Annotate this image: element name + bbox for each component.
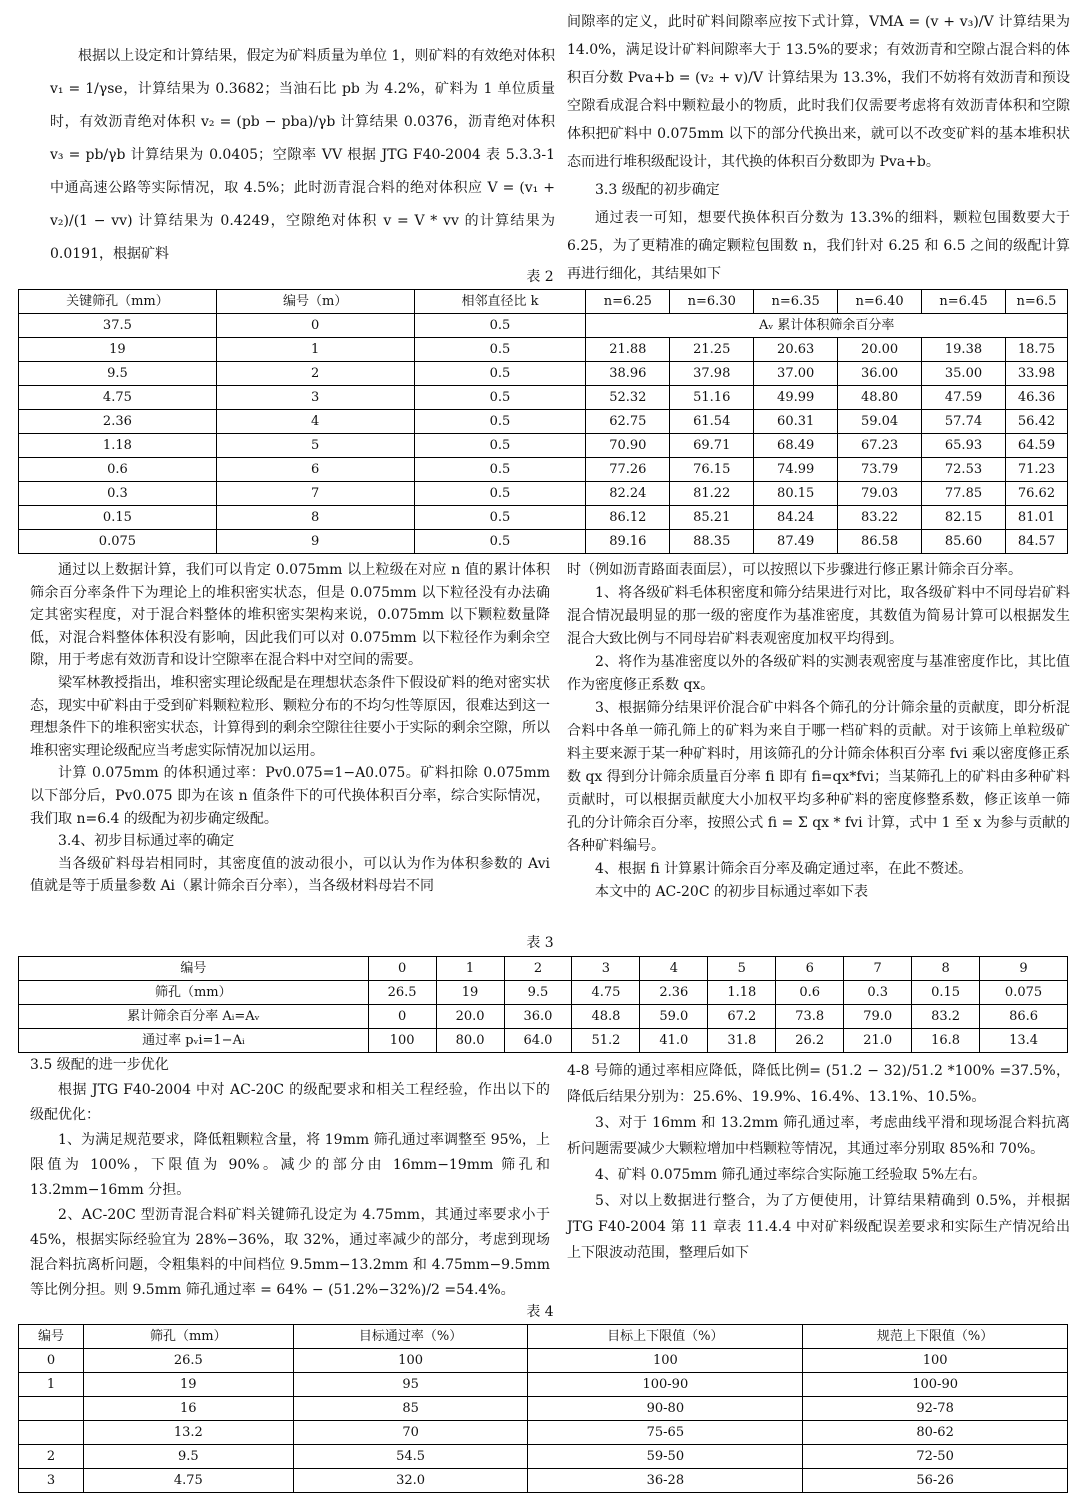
table-cell: 59.0	[640, 1005, 708, 1029]
table-cell: 1.18	[708, 981, 776, 1005]
paragraph: 当各级矿料母岩相同时，其密度值的波动很小，可以认为作为体积参数的 Avi 值就是等于质量参数 Ai（累计筛余百分率），当各级材料母岩不同	[30, 855, 550, 895]
table-cell: 0.15	[912, 981, 980, 1005]
table-cell: 8	[216, 506, 414, 530]
table4-caption: 表 4	[526, 1304, 554, 1320]
table-cell: 4	[216, 410, 414, 434]
bottom-left-column	[30, 1053, 550, 1303]
mid-right-column	[567, 559, 1070, 904]
table-row	[19, 506, 1068, 530]
table-cell: 4	[640, 957, 708, 981]
table-cell: 6	[216, 458, 414, 482]
table-row	[19, 1373, 1068, 1397]
table-cell: 4.75	[572, 981, 640, 1005]
paragraph: 1、将各级矿料毛体积密度和筛分结果进行对比，取各级矿料中不同母岩矿料混合情况最明显的那一级的密度作为基准密度，其数值为简易计算可以根据发生混合大致比例与不同母岩矿料表观密度加权平均得到。	[567, 585, 1070, 647]
table-cell: 51.2	[572, 1029, 640, 1053]
table-cell: 92-78	[803, 1397, 1068, 1421]
table-cell: 31.8	[708, 1029, 776, 1053]
table-cell: 57.74	[922, 410, 1006, 434]
table-cell: 86.58	[838, 530, 922, 554]
table-cell: 80.0	[436, 1029, 504, 1053]
paragraph: 4-8 号筛的通过率相应降低，降低比例= (51.2 − 32)/51.2 *100% =37.5%，降低后结果分别为：25.6%、19.9%、16.4%、13.1%、10.5%。	[567, 1063, 1070, 1105]
table-cell: 7	[844, 957, 912, 981]
table-cell: 81.01	[1005, 506, 1067, 530]
column-header: n=6.25	[586, 290, 670, 314]
table-cell: 68.49	[754, 434, 838, 458]
table-cell: 0.5	[414, 338, 586, 362]
table-cell: 19.38	[922, 338, 1006, 362]
table-cell: 100	[368, 1029, 436, 1053]
table-cell: 13.4	[980, 1029, 1068, 1053]
table-cell: 85	[293, 1397, 528, 1421]
table-header-row	[19, 1325, 1068, 1349]
table-cell: 56-26	[803, 1469, 1068, 1493]
table-row	[19, 482, 1068, 506]
table-cell: 87.49	[754, 530, 838, 554]
table-cell: 20.63	[754, 338, 838, 362]
table-cell: 64.59	[1005, 434, 1067, 458]
table-cell: 59.04	[838, 410, 922, 434]
table-cell: 1.18	[19, 434, 217, 458]
paragraph: 时（例如沥青路面表面层），可以按照以下步骤进行修正累计筛余百分率。	[567, 562, 1022, 578]
paragraph: 2、AC-20C 型沥青混合料矿料关键筛孔设定为 4.75mm，其通过率要求小于 45%，根据实际经验宜为 28%−36%，取 32%，通过率减少的部分，考虑到现场混合料抗离析问题，令粗集料的中间档位 9.5mm−13.2mm 和 4.75mm−9.5mm 等比例分担。则 9.5mm 筛孔通过率 = 64% − (51.2%−32%)/2 =54.4%。	[30, 1207, 550, 1298]
paragraph: 间隙率的定义，此时矿料间隙率应按下式计算，VMA = (v + v₃)/V 计算结果为 14.0%，满足设计矿料间隙率大于 13.5%的要求；有效沥青和空隙占混合料的体积百分数 Pva+b = (v₂ + v)/V 计算结果为 13.3%，我们不妨将有效沥青和预设空隙看成混合料中颗粒最小的物质，此时我们仅需要考虑将有效沥青体积和空隙体积把矿料中 0.075mm 以下的部分代换出来，就可以不改变矿料的基本堆积状态而进行堆积级配设计，其代换的体积百分数即为 Pva+b。	[567, 14, 1070, 170]
table-cell: 2	[216, 362, 414, 386]
table2-caption: 表 2	[526, 269, 554, 285]
table-cell: 6	[776, 957, 844, 981]
table-cell: 74.99	[754, 458, 838, 482]
table-cell: 100	[293, 1349, 528, 1373]
table3	[18, 956, 1068, 1053]
bottom-right-column	[567, 1058, 1070, 1266]
table-cell: 0.5	[414, 410, 586, 434]
table-cell: 76.15	[670, 458, 754, 482]
table-cell: 71.23	[1005, 458, 1067, 482]
table-cell: 41.0	[640, 1029, 708, 1053]
table-cell: 82.15	[922, 506, 1006, 530]
table-row	[19, 362, 1068, 386]
section-heading: 3.4、初步目标通过率的确定	[58, 833, 235, 850]
table-cell: 65.93	[922, 434, 1006, 458]
table-cell: 0.3	[844, 981, 912, 1005]
table-cell: 4.75	[19, 386, 217, 410]
table-cell: 4.75	[83, 1469, 293, 1493]
table-cell: 85.60	[922, 530, 1006, 554]
table-cell: 73.8	[776, 1005, 844, 1029]
table-cell: 0.5	[414, 458, 586, 482]
table-cell: 0.5	[414, 434, 586, 458]
table-cell: 18.75	[1005, 338, 1067, 362]
table-cell: 2.36	[640, 981, 708, 1005]
table-row	[19, 530, 1068, 554]
table-cell: 51.16	[670, 386, 754, 410]
table-cell: 21.88	[586, 338, 670, 362]
table-cell: 80.15	[754, 482, 838, 506]
column-header: n=6.5	[1005, 290, 1067, 314]
table-cell: 0	[368, 957, 436, 981]
table-row	[19, 410, 1068, 434]
table-cell: 0.5	[414, 482, 586, 506]
table-cell: 0.15	[19, 506, 217, 530]
paragraph: 根据以上设定和计算结果，假定为矿料质量为单位 1，则矿料的有效绝对体积 v₁ = 1/γse，计算结果为 0.3682；当油石比 pb 为 4.2%，矿料为 1 单位质量时，有效沥青绝对体积 v₂ = (pb − pba)/γb 计算结果 0.0376，沥青绝对体积 v₃ = pb/γb 计算结果为 0.0405；空隙率 VV 根据 JTG F40-2004 表 5.3.3-1 中通高速公路等实际情况，取 4.5%；此时沥青混合料的绝对体积应 V = (v₁ + v₂)/(1 − vv) 计算结果为 0.4249，空隙绝对体积 v = V * vv 的计算结果为 0.0191，根据矿料	[50, 48, 555, 262]
top-right-column	[567, 8, 1070, 288]
table-row	[19, 1445, 1068, 1469]
table4	[18, 1324, 1068, 1493]
column-header: 目标通过率（%）	[293, 1325, 528, 1349]
table-cell: 77.26	[586, 458, 670, 482]
column-header: n=6.35	[754, 290, 838, 314]
table-cell: 1	[436, 957, 504, 981]
table-cell: 37.5	[19, 314, 217, 338]
table-cell: 85.21	[670, 506, 754, 530]
merged-label-cell: Aᵥ 累计体积筛余百分率	[586, 314, 1068, 338]
table-cell: 19	[83, 1373, 293, 1397]
table-cell: 54.5	[293, 1445, 528, 1469]
table-cell: 0	[19, 1349, 84, 1373]
table-cell: 1	[216, 338, 414, 362]
table-row	[19, 1469, 1068, 1493]
table-cell: 8	[912, 957, 980, 981]
table-cell: 33.98	[1005, 362, 1067, 386]
table-cell: 16	[83, 1397, 293, 1421]
table-cell: 9	[216, 530, 414, 554]
table-cell: 26.5	[83, 1349, 293, 1373]
paragraph: 1、为满足规范要求，降低粗颗粒含量，将 19mm 筛孔通过率调整至 95%，上限值为 100%，下限值为 90%。减少的部分由 16mm−19mm 筛孔和 13.2mm−16mm 分担。	[30, 1132, 550, 1198]
table-cell: 32.0	[293, 1469, 528, 1493]
column-header: 关键筛孔（mm）	[19, 290, 217, 314]
table-cell: 0.6	[776, 981, 844, 1005]
table-cell: 36-28	[528, 1469, 803, 1493]
paragraph: 4、矿料 0.075mm 筛孔通过率综合实际施工经验取 5%左右。	[595, 1167, 987, 1183]
table-cell: 95	[293, 1373, 528, 1397]
column-header: n=6.40	[838, 290, 922, 314]
paragraph: 5、对以上数据进行整合，为了方便使用，计算结果精确到 0.5%，并根据 JTG F40-2004 第 11 章表 11.4.4 中对矿料级配误差要求和实际生产情况给出上下限波动范围，整理后如下	[567, 1193, 1070, 1261]
table-cell: 60.31	[754, 410, 838, 434]
paragraph: 本文中的 AC-20C 的初步目标通过率如下表	[595, 884, 868, 900]
table-cell: 67.23	[838, 434, 922, 458]
table-cell: 36.0	[504, 1005, 572, 1029]
column-header: 编号（m）	[216, 290, 414, 314]
column-header: 目标上下限值（%）	[528, 1325, 803, 1349]
table-cell: 48.80	[838, 386, 922, 410]
table-cell: 37.98	[670, 362, 754, 386]
table-cell: 0.075	[19, 530, 217, 554]
table-cell: 67.2	[708, 1005, 776, 1029]
table-row	[19, 338, 1068, 362]
table-cell: 76.62	[1005, 482, 1067, 506]
table-cell: 9	[980, 957, 1068, 981]
table-cell: 70	[293, 1421, 528, 1445]
table-cell: 80-62	[803, 1421, 1068, 1445]
table-cell: 46.36	[1005, 386, 1067, 410]
paragraph: 根据 JTG F40-2004 中对 AC-20C 的级配要求和相关工程经验，作出以下的级配优化：	[30, 1082, 550, 1123]
table-cell: 72-50	[803, 1445, 1068, 1469]
table-cell: 36.00	[838, 362, 922, 386]
table-cell: 75-65	[528, 1421, 803, 1445]
table-cell: 7	[216, 482, 414, 506]
table-cell: 47.59	[922, 386, 1006, 410]
table-cell: 84.24	[754, 506, 838, 530]
table-cell: 3	[216, 386, 414, 410]
table-cell: 49.99	[754, 386, 838, 410]
table-cell: 3	[572, 957, 640, 981]
table-row	[19, 1005, 1068, 1029]
table-cell: 89.16	[586, 530, 670, 554]
table-cell: 0.5	[414, 314, 586, 338]
section-heading: 3.3 级配的初步确定	[595, 182, 720, 198]
table-row	[19, 434, 1068, 458]
table-cell: 59-50	[528, 1445, 803, 1469]
table2	[18, 289, 1068, 554]
table-cell: 9.5	[19, 362, 217, 386]
table-cell: 79.03	[838, 482, 922, 506]
table-cell: 82.24	[586, 482, 670, 506]
top-left-column	[50, 40, 555, 271]
table-cell: 筛孔（mm）	[19, 981, 369, 1005]
table-cell: 0.3	[19, 482, 217, 506]
column-header: n=6.45	[922, 290, 1006, 314]
table-cell: 88.35	[670, 530, 754, 554]
table-cell: 100-90	[803, 1373, 1068, 1397]
paragraph: 3、根据筛分结果评价混合矿中料各个筛孔的分计筛余量的贡献度，即分析混合料中各单一筛孔筛上的矿料为来自于哪一档矿料的贡献。对于该筛上单粒级矿料主要来源于某一种矿料时，用该筛孔的分计筛余体积百分率 fvi 乘以密度修正系数 qx 得到分计筛余质量百分率 fi 即有 fi=qx*fvi；当某筛孔上的矿料由多种矿料贡献时，可以根据贡献度大小加权平均多种矿料的密度修整系数，修正该单一筛孔的分计筛余百分率，按照公式 fi = Σ qx * fvi 计算，式中 1 至 x 为参与贡献的各种矿料编号。	[567, 700, 1070, 854]
table-cell: 编号	[19, 957, 369, 981]
table-cell: 86.12	[586, 506, 670, 530]
paragraph: 梁军林教授指出，堆积密实理论级配是在理想状态条件下假设矿料的绝对密实状态，现实中矿料由于受到矿料颗粒粒形、颗粒分布的不均匀性等原因，很难达到这一理想条件下的堆积密实状态，计算得到的剩余空隙往往要小于实际的剩余空隙，所以堆积密实理论级配应当考虑实际情况加以运用。	[30, 674, 550, 759]
column-header: 相邻直径比 k	[414, 290, 586, 314]
table-row	[19, 314, 1068, 338]
table-row	[19, 386, 1068, 410]
table-row	[19, 458, 1068, 482]
table-cell: 81.22	[670, 482, 754, 506]
table-cell: 16.8	[912, 1029, 980, 1053]
table-cell	[19, 1397, 84, 1421]
table-cell: 0.6	[19, 458, 217, 482]
table-cell: 38.96	[586, 362, 670, 386]
table-cell: 79.0	[844, 1005, 912, 1029]
column-header: n=6.30	[670, 290, 754, 314]
table-cell: 83.2	[912, 1005, 980, 1029]
paragraph: 通过表一可知，想要代换体积百分数为 13.3%的细料，颗粒包围数要大于 6.25，为了更精准的确定颗粒包围数 n，我们针对 6.25 和 6.5 之间的级配计算再进行细化，其结果如下	[567, 210, 1070, 282]
table-cell: 2	[504, 957, 572, 981]
table-cell: 19	[436, 981, 504, 1005]
table-cell: 69.71	[670, 434, 754, 458]
column-header: 规范上下限值（%）	[803, 1325, 1068, 1349]
table-cell: 0.5	[414, 362, 586, 386]
table-cell: 90-80	[528, 1397, 803, 1421]
table-cell: 9.5	[504, 981, 572, 1005]
table-row	[19, 1397, 1068, 1421]
table-cell: 5	[708, 957, 776, 981]
table-cell: 56.42	[1005, 410, 1067, 434]
paragraph: 4、根据 fi 计算累计筛余百分率及确定通过率，在此不赘述。	[595, 861, 973, 877]
table-cell: 70.90	[586, 434, 670, 458]
paragraph: 3、对于 16mm 和 13.2mm 筛孔通过率，考虑曲线平滑和现场混合料抗离析问题需要减少大颗粒增加中档颗粒等情况，其通过率分别取 85%和 70%。	[567, 1115, 1070, 1157]
table-cell: 0.075	[980, 981, 1068, 1005]
column-header: 编号	[19, 1325, 84, 1349]
table-cell: 累计筛余百分率 Aᵢ=Aᵥ	[19, 1005, 369, 1029]
mid-left-column	[30, 559, 550, 898]
table-cell: 3	[19, 1469, 84, 1493]
table-row	[19, 1029, 1068, 1053]
table-cell: 84.57	[1005, 530, 1067, 554]
table-header-row	[19, 290, 1068, 314]
table-cell: 0.5	[414, 386, 586, 410]
table-cell: 100	[803, 1349, 1068, 1373]
table-cell: 83.22	[838, 506, 922, 530]
table-cell: 20.00	[838, 338, 922, 362]
table-cell: 21.25	[670, 338, 754, 362]
table-cell: 26.5	[368, 981, 436, 1005]
table-cell: 62.75	[586, 410, 670, 434]
table-cell: 0	[368, 1005, 436, 1029]
table-cell: 86.6	[980, 1005, 1068, 1029]
table-cell: 73.79	[838, 458, 922, 482]
table-cell: 48.8	[572, 1005, 640, 1029]
table-cell: 64.0	[504, 1029, 572, 1053]
section-heading: 3.5 级配的进一步优化	[30, 1057, 169, 1073]
table-cell: 1	[19, 1373, 84, 1397]
table-cell: 0.5	[414, 530, 586, 554]
table-cell: 通过率 pᵥi=1−Aᵢ	[19, 1029, 369, 1053]
table-cell: 0	[216, 314, 414, 338]
paragraph: 通过以上数据计算，我们可以肯定 0.075mm 以上粒级在对应 n 值的累计体积筛余百分率条件下为理论上的堆积密实状态，但是 0.075mm 以下粒径没有办法确定其密实程度，对于混合料整体的堆积密实架构来说，0.075mm 以下颗粒数量降低，对混合料整体体积没有影响，因此我们可以对 0.075mm 以下粒径作为剩余空隙，用于考虑有效沥青和设计空隙率在混合料中对空间的需要。	[30, 562, 550, 669]
column-header: 筛孔（mm）	[83, 1325, 293, 1349]
table-cell: 35.00	[922, 362, 1006, 386]
table-cell: 13.2	[83, 1421, 293, 1445]
table-cell: 19	[19, 338, 217, 362]
table-cell: 61.54	[670, 410, 754, 434]
table-cell: 5	[216, 434, 414, 458]
table-cell: 37.00	[754, 362, 838, 386]
table-cell: 2.36	[19, 410, 217, 434]
paragraph: 2、将作为基准密度以外的各级矿料的实测表观密度与基准密度作比，其比值作为密度修正系数 qx。	[567, 654, 1070, 693]
table-row	[19, 957, 1068, 981]
table3-caption: 表 3	[526, 935, 554, 951]
table-cell: 100	[528, 1349, 803, 1373]
table-row	[19, 1349, 1068, 1373]
table-cell: 21.0	[844, 1029, 912, 1053]
table-cell: 26.2	[776, 1029, 844, 1053]
paragraph: 计算 0.075mm 的体积通过率：Pv0.075=1−A0.075。矿料扣除 0.075mm 以下部分后，Pv0.075 即为在该 n 值条件下的可代换体积百分率，综合实际情况，我们取 n=6.4 的级配为初步确定级配。	[30, 765, 550, 827]
table-cell: 20.0	[436, 1005, 504, 1029]
table-cell	[19, 1421, 84, 1445]
table-row	[19, 1421, 1068, 1445]
table-row	[19, 981, 1068, 1005]
table-cell: 77.85	[922, 482, 1006, 506]
table-cell: 100-90	[528, 1373, 803, 1397]
table-cell: 72.53	[922, 458, 1006, 482]
table-cell: 9.5	[83, 1445, 293, 1469]
table-cell: 52.32	[586, 386, 670, 410]
table-cell: 0.5	[414, 506, 586, 530]
table-cell: 2	[19, 1445, 84, 1469]
